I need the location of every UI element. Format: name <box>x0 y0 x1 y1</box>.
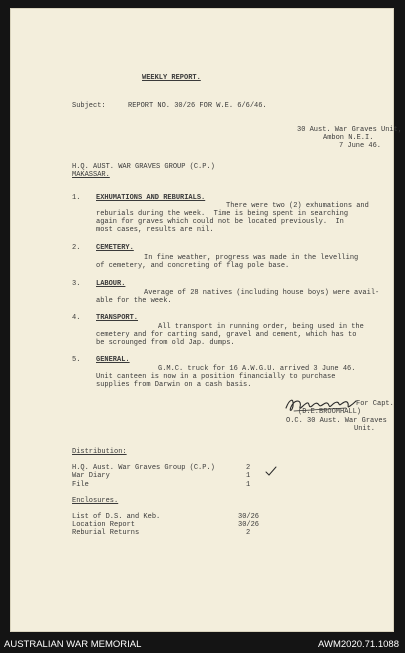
addressee-line-1: H.Q. AUST. WAR GRAVES GROUP (C.P.) <box>72 163 215 171</box>
section-5-line-1: G.M.C. truck for 16 A.W.G.U. arrived 3 June 46. <box>158 365 356 373</box>
distribution-heading: Distribution: <box>72 448 127 456</box>
handwritten-tick-icon <box>265 466 277 476</box>
section-3-line-2: able for the week. <box>96 297 172 305</box>
distribution-item-2: War Diary <box>72 472 110 480</box>
subject-text: REPORT NO. 30/26 FOR W.E. 6/6/46. <box>128 102 267 110</box>
footer-institution: AUSTRALIAN WAR MEMORIAL <box>4 639 142 650</box>
section-1-number: 1. <box>72 194 81 202</box>
enclosure-ref-2: 30/26 <box>238 521 260 529</box>
subject-label: Subject: <box>72 102 106 110</box>
section-5-heading: GENERAL. <box>96 356 130 364</box>
section-3-line-1: Average of 28 natives (including house boys) were avail- <box>144 289 380 297</box>
section-5-number: 5. <box>72 356 81 364</box>
archive-footer <box>0 637 405 653</box>
signature-for-capt: For Capt. <box>356 400 394 408</box>
addressee-line-2: MAKASSAR. <box>72 171 110 179</box>
section-4-number: 4. <box>72 314 81 322</box>
distribution-item-1: H.Q. Aust. War Graves Group (C.P.) <box>72 464 215 472</box>
section-3-heading: LABOUR. <box>96 280 126 288</box>
enclosure-item-3: Reburial Returns <box>72 529 140 537</box>
section-2-line-1: In fine weather, progress was made in the levelling <box>144 254 359 262</box>
section-1-line-2: reburials during the week. Time is being spent in searching <box>96 210 349 218</box>
document-page <box>10 8 403 632</box>
enclosure-item-1: List of D.S. and Keb. <box>72 513 161 521</box>
section-4-line-1: All transport in running order, being used in the <box>158 323 364 331</box>
enclosure-ref-1: 30/26 <box>238 513 260 521</box>
section-2-heading: CEMETERY. <box>96 244 134 252</box>
signature-unit: Unit. <box>354 425 376 433</box>
section-4-heading: TRANSPORT. <box>96 314 139 322</box>
section-2-number: 2. <box>72 244 81 252</box>
section-5-line-3: supplies from Darwin on a cash basis. <box>96 381 252 389</box>
signature-name: (D.E.BROOMHALL) <box>298 408 362 416</box>
report-title: WEEKLY REPORT. <box>142 74 201 82</box>
distribution-count-1: 2 <box>246 464 251 472</box>
enclosure-item-2: Location Report <box>72 521 136 529</box>
distribution-count-2: 1 <box>246 472 251 480</box>
section-4-line-3: be scrounged from old Jap. dumps. <box>96 339 235 347</box>
from-unit-line-3: 7 June 46. <box>339 142 382 150</box>
distribution-count-3: 1 <box>246 481 251 489</box>
from-unit-line-1: 30 Aust. War Graves Unit, <box>297 126 403 134</box>
signature-title: O.C. 30 Aust. War Graves <box>286 417 387 425</box>
section-5-line-2: Unit canteen is now in a position financially to purchase <box>96 373 336 381</box>
footer-accession-number: AWM2020.71.1088 <box>318 639 399 650</box>
section-1-heading: EXHUMATIONS AND REBURIALS. <box>96 194 206 202</box>
distribution-item-3: File <box>72 481 89 489</box>
section-1-line-1: There were two (2) exhumations and <box>226 202 369 210</box>
section-1-line-4: most cases, results are nil. <box>96 226 214 234</box>
enclosures-heading: Enclosures. <box>72 497 119 505</box>
section-1-line-3: again for graves which could not be located previously. In <box>96 218 344 226</box>
from-unit-line-2: Ambon N.E.I. <box>323 134 374 142</box>
section-2-line-2: of cemetery, and concreting of flag pole base. <box>96 262 290 270</box>
enclosure-ref-3: 2 <box>246 529 251 537</box>
section-4-line-2: cemetery and for carting sand, gravel and cement, which has to <box>96 331 357 339</box>
section-3-number: 3. <box>72 280 81 288</box>
